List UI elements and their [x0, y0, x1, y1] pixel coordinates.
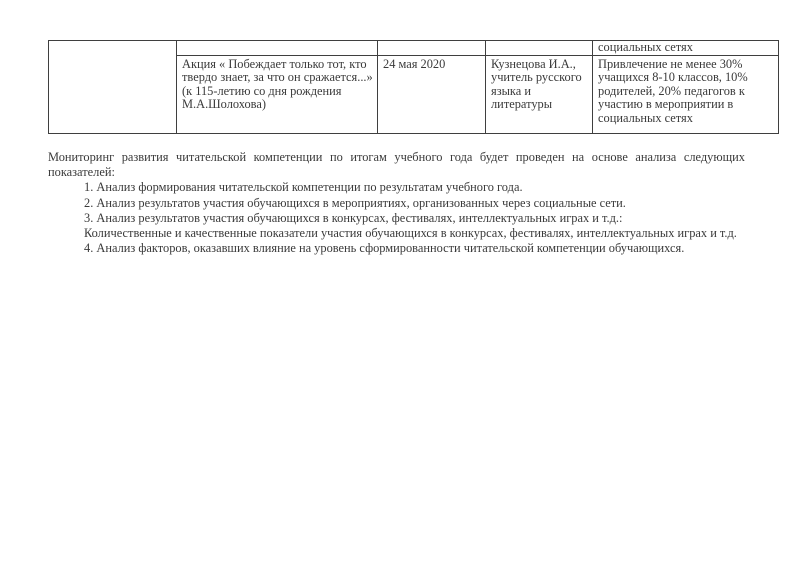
table-cell-event-continued	[177, 41, 378, 56]
table-cell-date: 24 мая 2020	[378, 56, 486, 134]
events-table	[48, 40, 779, 134]
table-cell-result-continued: социальных сетях	[593, 41, 779, 56]
monitoring-item-1: 1. Анализ формирования читательской компетенции по результатам учебного года.	[84, 180, 523, 195]
table-cell-date-continued	[378, 41, 486, 56]
table-cell-responsible-continued	[486, 41, 593, 56]
table-cell-result: Привлечение не менее 30% учащихся 8-10 классов, 10% родителей, 20% педагогов к участию в мероприятии в социальных сетях	[593, 56, 779, 134]
table-row-continued	[49, 41, 779, 56]
monitoring-item-2: 2. Анализ результатов участия обучающихся в мероприятиях, организованных через социальные сети.	[84, 195, 626, 210]
monitoring-intro: Мониторинг развития читательской компетенции по итогам учебного года будет проведен на основе анализа следующих показателей:	[48, 150, 745, 180]
table-cell-event: Акция « Побеждает только тот, кто твердо знает, за что он сражается...» (к 115-летию со дня рождения М.А.Шолохова)	[177, 56, 378, 134]
monitoring-item-3: 3. Анализ результатов участия обучающихся в конкурсах, фестивалях, интеллектуальных играх и т.д.:	[84, 210, 623, 225]
monitoring-section	[48, 150, 745, 256]
monitoring-item-3-detail: Количественные и качественные показатели участия обучающихся в конкурсах, фестивалях, интеллектуальных играх и т.д.	[84, 226, 737, 241]
monitoring-item-4: 4. Анализ факторов, оказавших влияние на уровень сформированности читательской компетенции обучающихся.	[84, 241, 685, 256]
table-cell-responsible: Кузнецова И.А., учитель русского языка и литературы	[486, 56, 593, 134]
table-cell-merged-section	[49, 41, 177, 134]
